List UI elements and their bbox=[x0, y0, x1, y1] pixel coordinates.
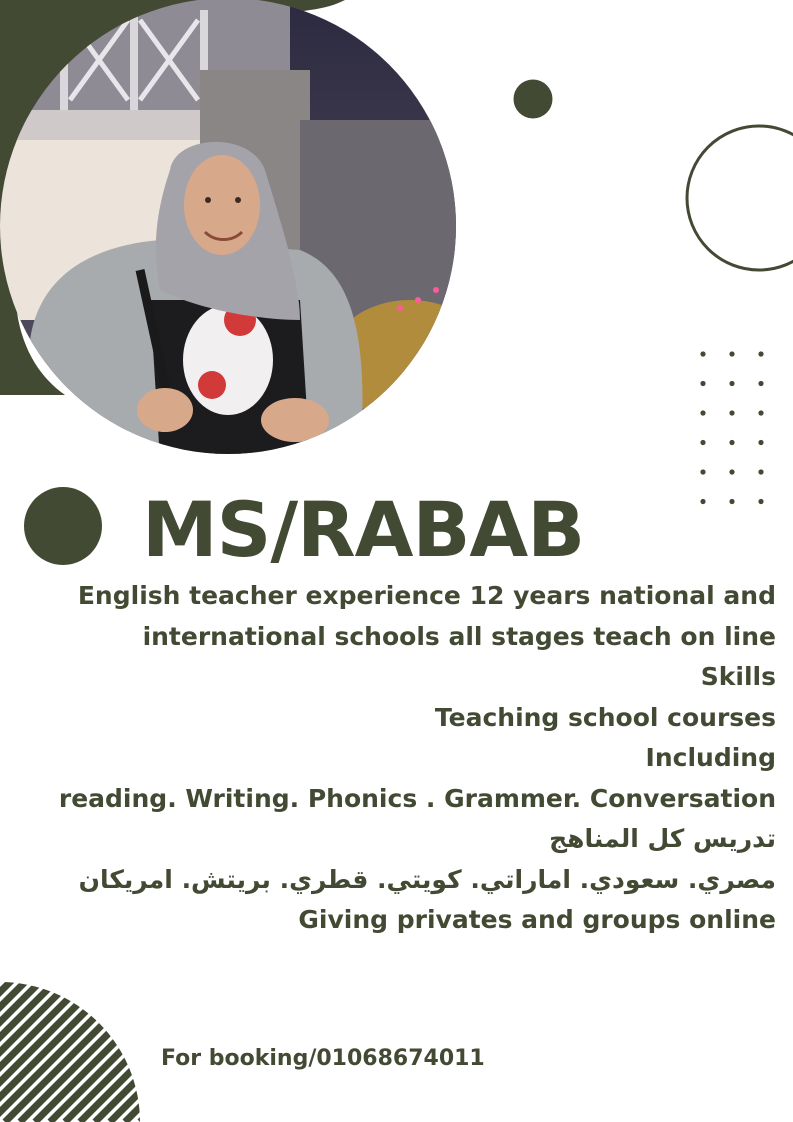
description-line: Including bbox=[645, 743, 776, 772]
small-circle-icon bbox=[514, 80, 553, 119]
skills-heading: Skills bbox=[700, 662, 776, 691]
description-line: Giving privates and groups online bbox=[298, 905, 776, 934]
booking-contact: For booking/01068674011 bbox=[161, 1046, 485, 1071]
description-line: English teacher experience 12 years national and bbox=[77, 581, 776, 610]
ring-icon bbox=[687, 126, 793, 270]
description-line: international schools all stages teach on line bbox=[142, 621, 776, 651]
bullet-circle-icon bbox=[24, 487, 102, 565]
arabic-line: تدريس كل المناهج bbox=[549, 824, 776, 853]
description-line: reading. Writing. Phonics . Grammer. Conversation bbox=[58, 783, 776, 813]
description bbox=[16, 576, 776, 941]
arabic-line: مصري. سعودي. اماراتي. كويتي. قطري. بريتش. امريكان bbox=[78, 864, 776, 894]
striped-quarter-circle-icon bbox=[0, 982, 145, 1122]
teacher-name: MS/RABAB bbox=[142, 485, 585, 574]
description-line: Teaching school courses bbox=[434, 702, 776, 732]
dot-grid-icon bbox=[693, 346, 773, 510]
